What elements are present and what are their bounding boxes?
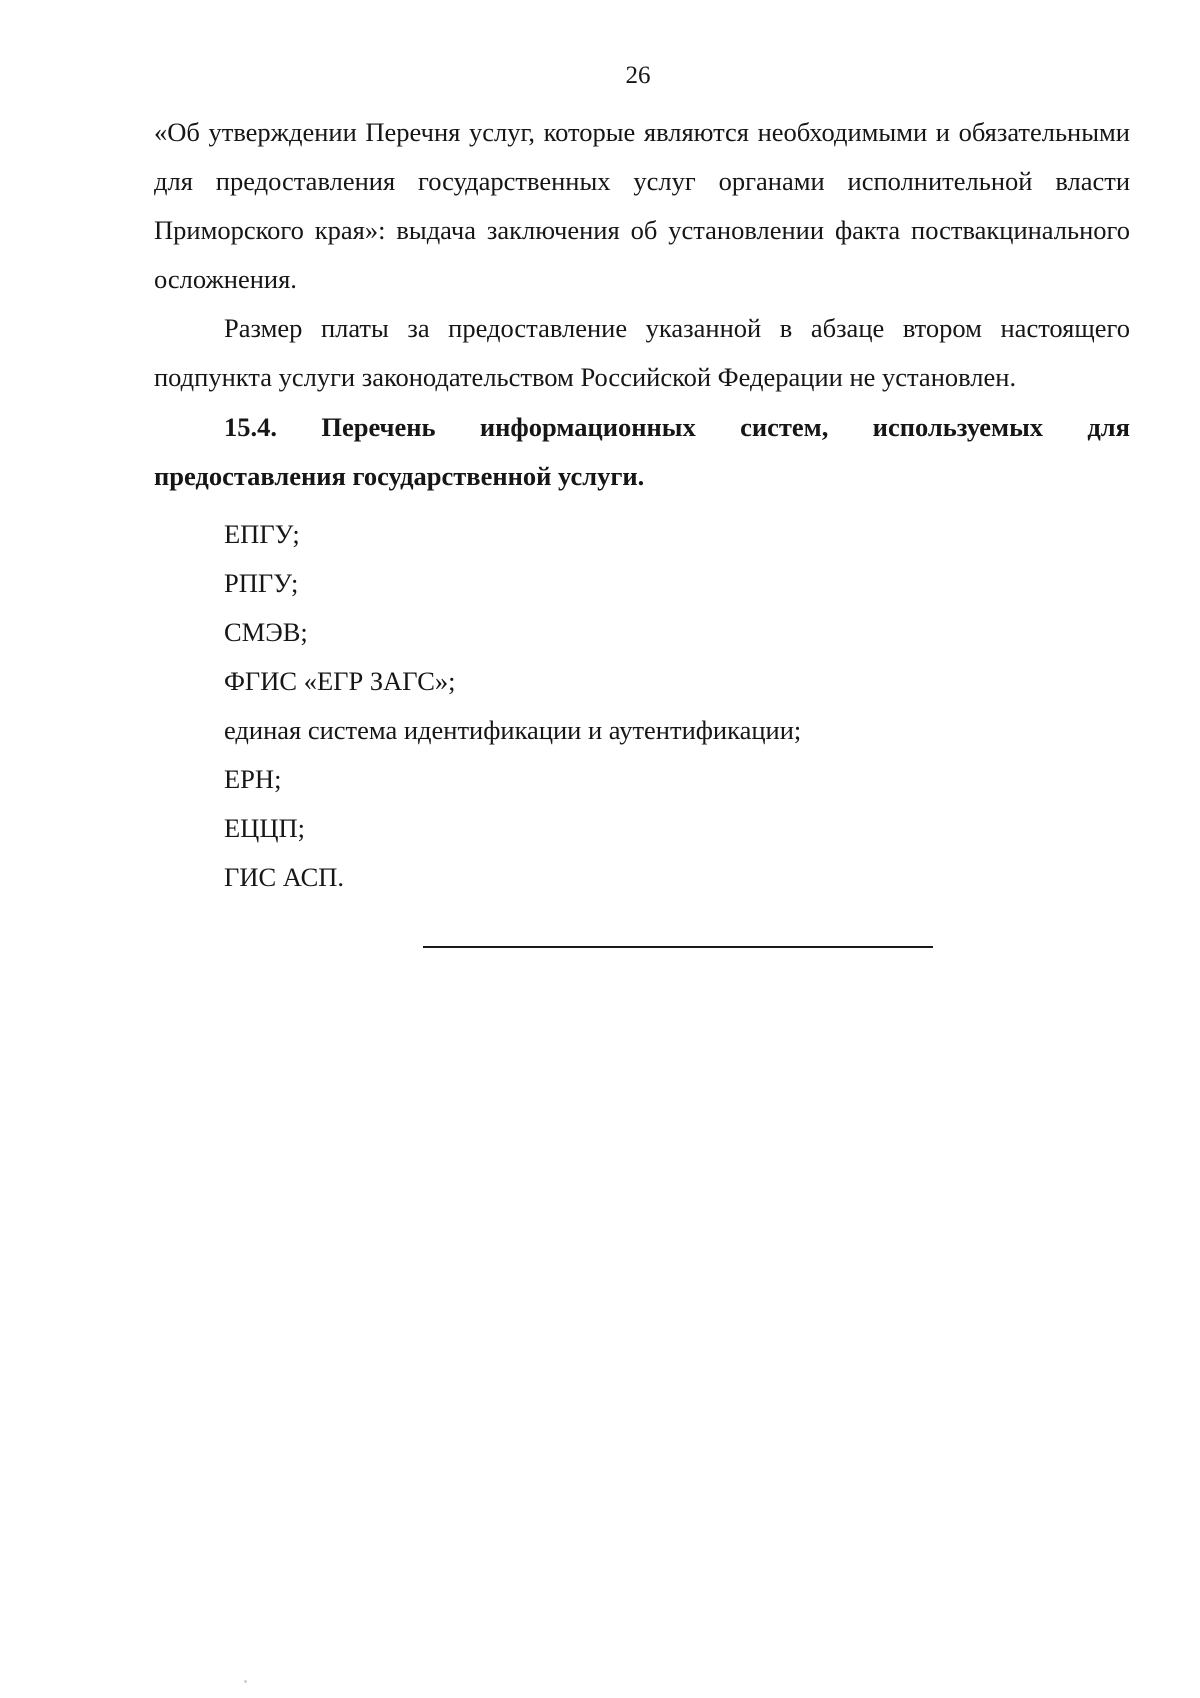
list-item: ЕРН;: [224, 764, 282, 794]
list-item: ФГИС «ЕГР ЗАГС»;: [224, 666, 456, 696]
end-rule: [423, 946, 933, 948]
list-item: единая система идентификации и аутентификации;: [224, 715, 802, 745]
list-item: СМЭВ;: [224, 617, 308, 647]
list-item: ГИС АСП.: [224, 862, 345, 892]
paragraph-fee: Размер платы за предоставление указанной в абзаце втором настоящего подпункта услуги законодательством Российской Федерации не установлен.: [154, 313, 1130, 392]
scan-speck: [244, 1680, 247, 1683]
list-item: ЕПГУ;: [224, 519, 300, 549]
list-item: ЕЦЦП;: [224, 813, 305, 843]
document-body: [154, 108, 1130, 902]
information-systems-list: [154, 510, 1130, 902]
paragraph-decree-reference: «Об утверждении Перечня услуг, которые являются необходимыми и обязательными для предоставления государственных услуг органами исполнительной власти Приморского края»: выдача заключения об установлении факта поствакцинального осложнения.: [154, 117, 1130, 294]
list-item: РПГУ;: [224, 568, 299, 598]
page-number: 26: [625, 62, 651, 89]
section-heading: 15.4. Перечень информационных систем, используемых для предоставления государственной услуги.: [154, 412, 1130, 491]
